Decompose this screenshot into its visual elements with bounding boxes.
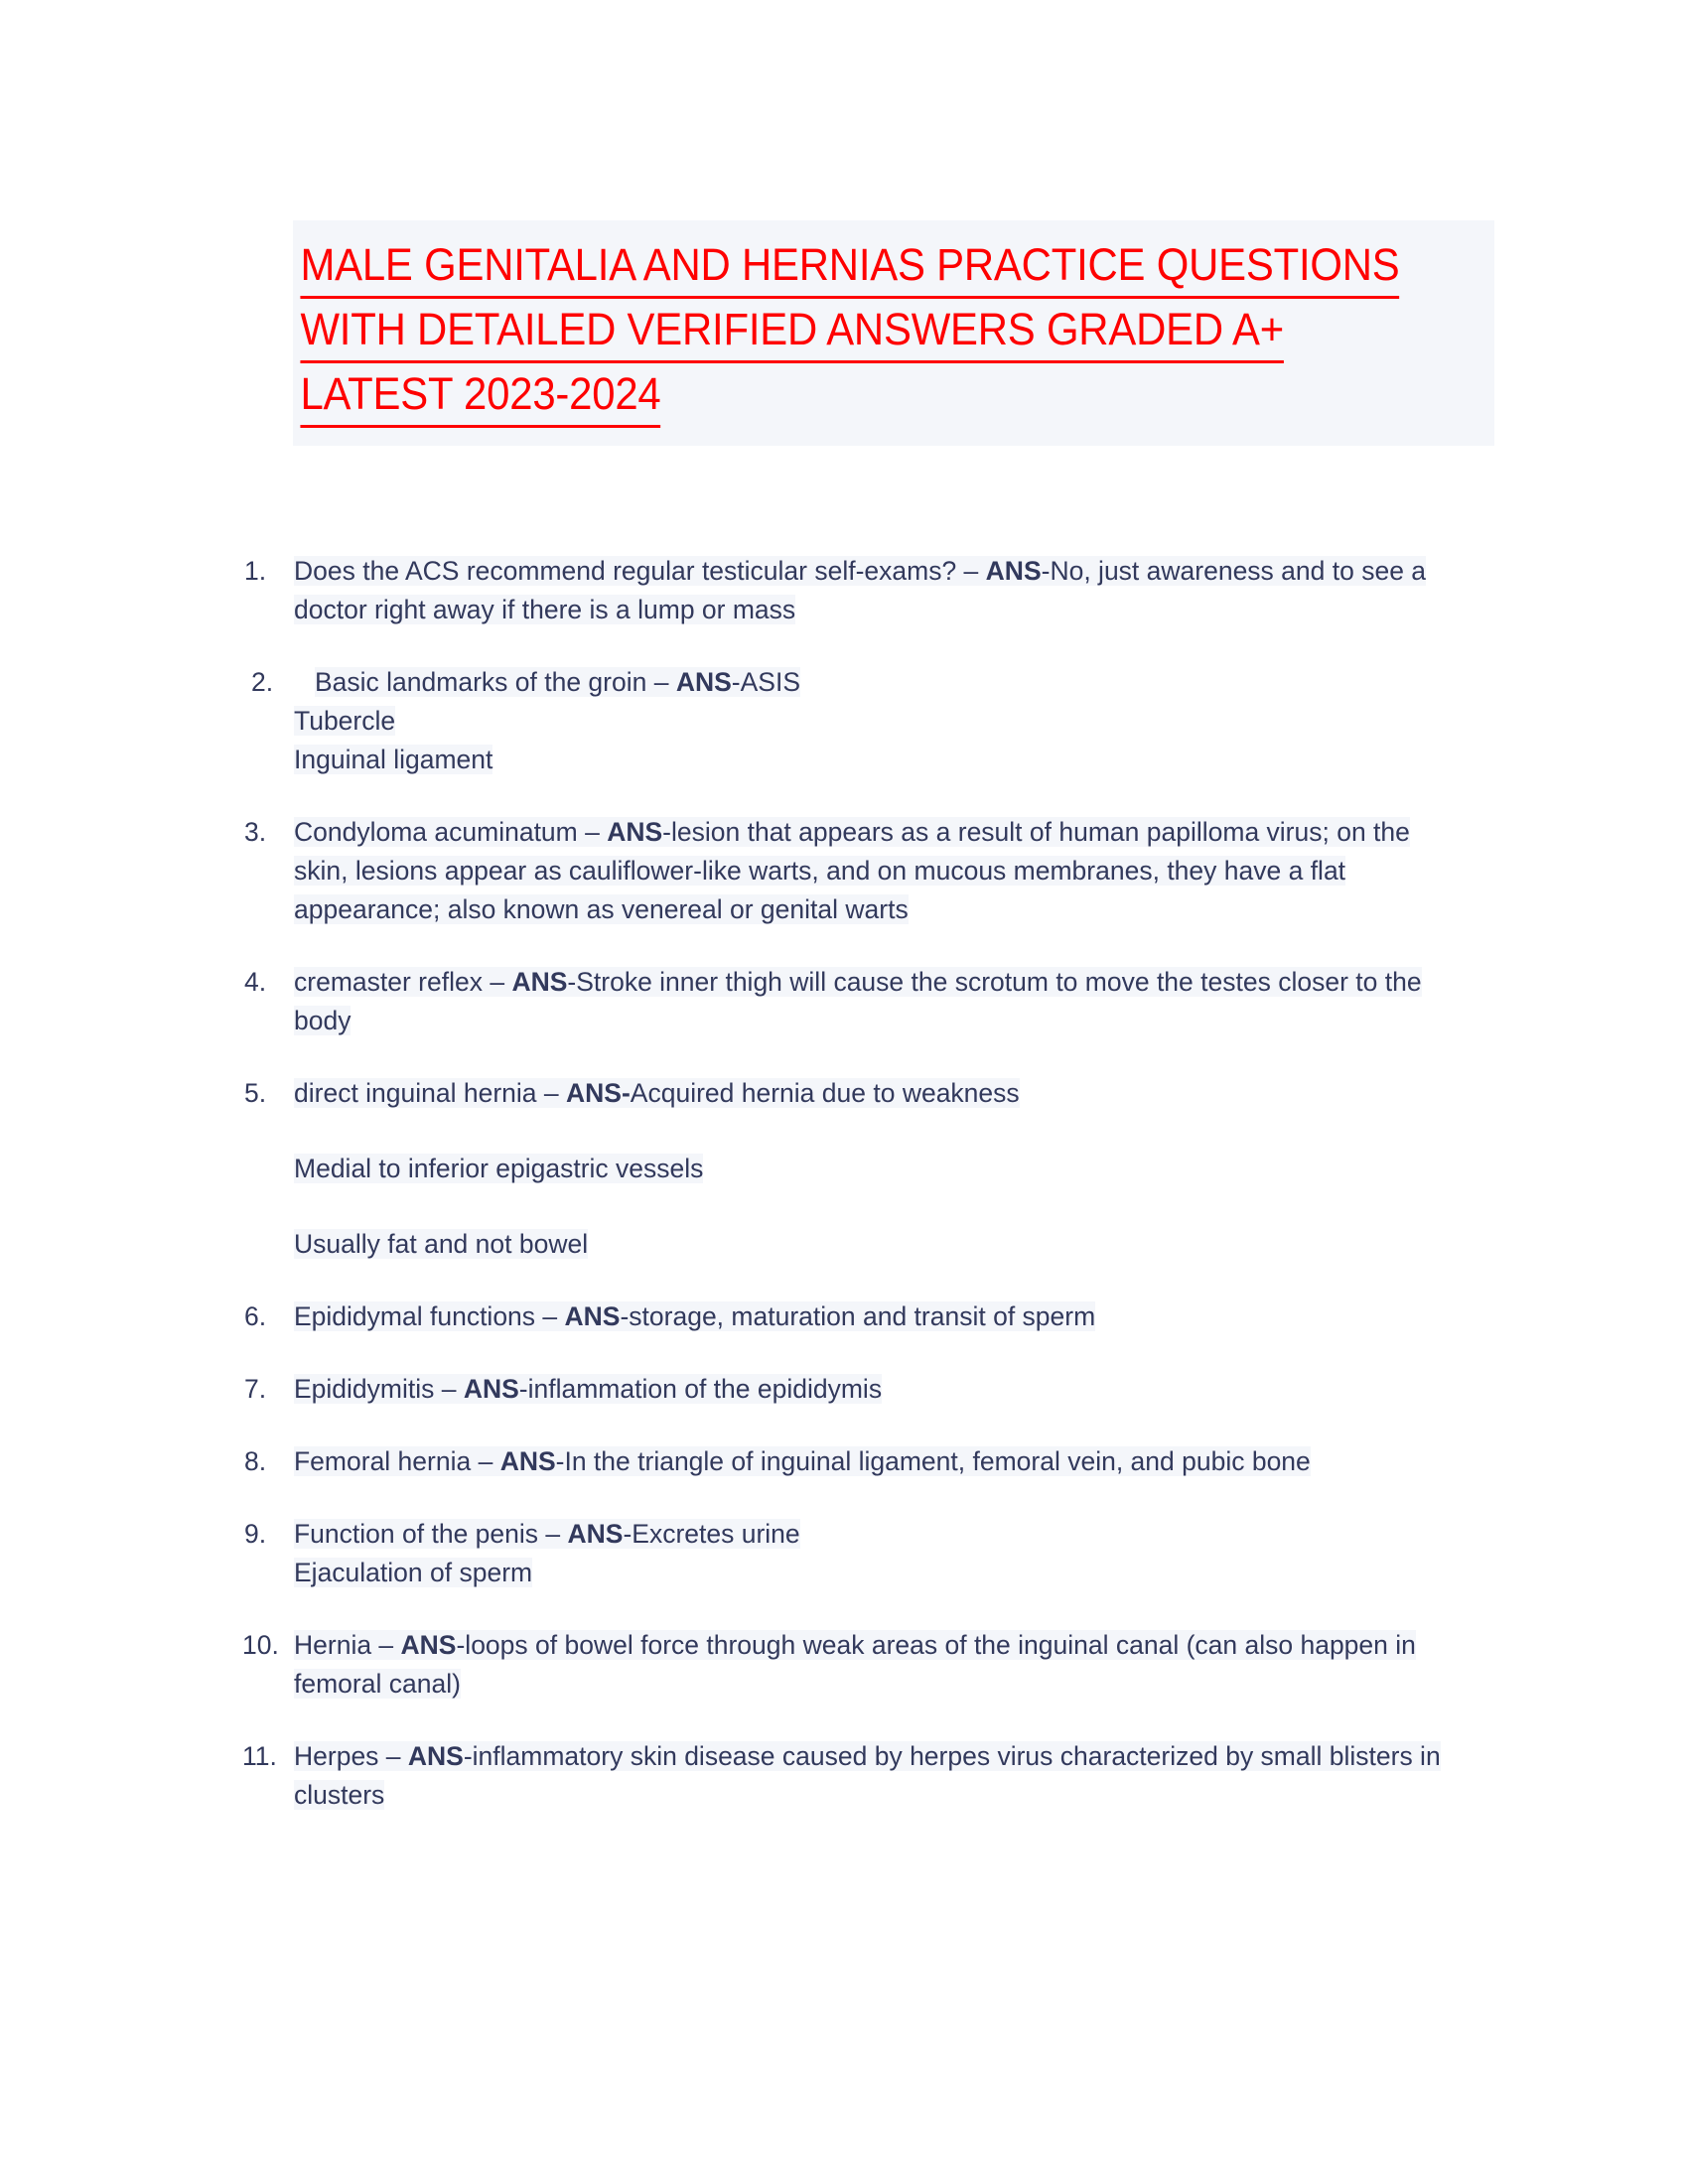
qa-paragraph xyxy=(294,1370,1464,1409)
qa-question-text: Function of the penis – xyxy=(294,1519,568,1549)
qa-paragraph xyxy=(294,663,1464,702)
qa-paragraph xyxy=(294,1225,1464,1264)
qa-answer-text: -inflammation of the epididymis xyxy=(518,1374,883,1404)
qa-paragraph xyxy=(294,1297,1464,1336)
qa-item xyxy=(242,663,1464,779)
qa-answer-text: -No, just awareness and to see a doctor right away if there is a lump or mass xyxy=(294,556,1427,624)
answer-marker: ANS xyxy=(567,1519,624,1549)
qa-item xyxy=(242,1737,1464,1815)
qa-item xyxy=(242,552,1464,629)
answer-marker: ANS xyxy=(607,817,663,847)
qa-item-body xyxy=(294,663,1464,779)
title-line-3-text: LATEST 2023-2024 xyxy=(300,368,660,428)
qa-question-text: Femoral hernia – xyxy=(294,1446,500,1476)
qa-item xyxy=(242,1515,1464,1592)
title-line-2 xyxy=(293,299,1410,363)
question-answer-list xyxy=(242,552,1464,1848)
qa-item-number: 3. xyxy=(244,817,267,847)
qa-answer-text: -ASIS xyxy=(731,667,800,697)
qa-item-body xyxy=(294,1515,1464,1592)
qa-question-text: direct inguinal hernia – xyxy=(294,1078,567,1108)
qa-item-body xyxy=(294,1626,1464,1704)
qa-answer-text: -loops of bowel force through weak areas of the inguinal canal (can also happen in femoral canal) xyxy=(294,1630,1416,1699)
qa-question-text: Condyloma acuminatum – xyxy=(294,817,608,847)
qa-paragraph xyxy=(294,1442,1464,1481)
qa-question-text: cremaster reflex – xyxy=(294,967,512,997)
qa-item-body xyxy=(294,1370,1464,1409)
qa-answer-text: Tubercle xyxy=(294,706,396,736)
qa-question-text: Epididymitis – xyxy=(294,1374,464,1404)
qa-item xyxy=(242,1370,1464,1409)
qa-item-body xyxy=(294,1297,1464,1336)
qa-answer-text: Inguinal ligament xyxy=(294,745,493,774)
answer-marker: ANS xyxy=(407,1741,464,1771)
answer-marker: ANS xyxy=(511,967,568,997)
qa-item xyxy=(242,1297,1464,1336)
qa-item xyxy=(242,1074,1464,1264)
qa-item-number: 4. xyxy=(244,967,267,997)
qa-item-number: 2. xyxy=(251,667,274,697)
qa-paragraph xyxy=(294,552,1464,629)
title-line-1-text: MALE GENITALIA AND HERNIAS PRACTICE QUESTIONS xyxy=(300,239,1399,299)
qa-answer-text: Acquired hernia due to weakness xyxy=(630,1078,1020,1108)
qa-item-body xyxy=(294,963,1464,1040)
qa-item-number: 9. xyxy=(244,1519,267,1549)
qa-question-text: Herpes – xyxy=(294,1741,408,1771)
qa-item-body xyxy=(294,1442,1464,1481)
qa-item xyxy=(242,1626,1464,1704)
qa-answer-text: -Stroke inner thigh will cause the scrotum to move the testes closer to the body xyxy=(294,967,1422,1035)
title-line-1 xyxy=(293,234,1410,299)
qa-item-number: 10. xyxy=(242,1630,279,1660)
qa-answer-text: Medial to inferior epigastric vessels xyxy=(294,1154,704,1183)
qa-item xyxy=(242,813,1464,929)
title-line-2-text: WITH DETAILED VERIFIED ANSWERS GRADED A+ xyxy=(300,304,1284,363)
answer-marker: ANS xyxy=(985,556,1042,586)
title-line-3 xyxy=(293,363,1410,428)
answer-marker: ANS xyxy=(675,667,732,697)
qa-answer-text: -Excretes urine xyxy=(623,1519,800,1549)
qa-paragraph xyxy=(294,1737,1464,1815)
qa-paragraph xyxy=(294,1515,1464,1554)
qa-answer-text: Usually fat and not bowel xyxy=(294,1229,589,1259)
qa-paragraph xyxy=(294,813,1464,929)
qa-item-body xyxy=(294,813,1464,929)
qa-item-body xyxy=(294,552,1464,629)
qa-answer-text: -lesion that appears as a result of human papilloma virus; on the skin, lesions appear as cauliflower-like warts, and on mucous membranes, they have a flat appearance; also known as venereal or genital warts xyxy=(294,817,1410,924)
qa-item xyxy=(242,1442,1464,1481)
qa-paragraph xyxy=(294,1554,1464,1592)
qa-item-number: 11. xyxy=(242,1741,277,1771)
qa-question-text: Basic landmarks of the groin – xyxy=(315,667,676,697)
qa-paragraph xyxy=(294,741,1464,779)
qa-item-number: 1. xyxy=(244,556,267,586)
qa-item xyxy=(242,963,1464,1040)
qa-question-text: Hernia – xyxy=(294,1630,401,1660)
qa-item-body xyxy=(294,1737,1464,1815)
qa-item-number: 7. xyxy=(244,1374,267,1404)
qa-answer-text: -storage, maturation and transit of sperm xyxy=(620,1301,1096,1331)
answer-marker: ANS- xyxy=(566,1078,631,1108)
qa-item-number: 8. xyxy=(244,1446,267,1476)
qa-answer-text: Ejaculation of sperm xyxy=(294,1558,533,1587)
answer-marker: ANS xyxy=(463,1374,519,1404)
qa-paragraph xyxy=(294,963,1464,1040)
qa-paragraph xyxy=(294,1150,1464,1188)
qa-question-text: Does the ACS recommend regular testicular self-exams? – xyxy=(294,556,986,586)
answer-marker: ANS xyxy=(564,1301,621,1331)
qa-answer-text: -inflammatory skin disease caused by herpes virus characterized by small blisters in clusters xyxy=(294,1741,1441,1810)
qa-item-number: 5. xyxy=(244,1078,267,1108)
qa-answer-text: -In the triangle of inguinal ligament, femoral vein, and pubic bone xyxy=(555,1446,1311,1476)
answer-marker: ANS xyxy=(400,1630,457,1660)
qa-question-text: Epididymal functions – xyxy=(294,1301,565,1331)
document-title-block xyxy=(293,220,1494,446)
qa-paragraph xyxy=(294,702,1464,741)
answer-marker: ANS xyxy=(499,1446,556,1476)
qa-paragraph xyxy=(294,1626,1464,1704)
qa-item-number: 6. xyxy=(244,1301,267,1331)
qa-item-body xyxy=(294,1074,1464,1264)
qa-paragraph xyxy=(294,1074,1464,1113)
